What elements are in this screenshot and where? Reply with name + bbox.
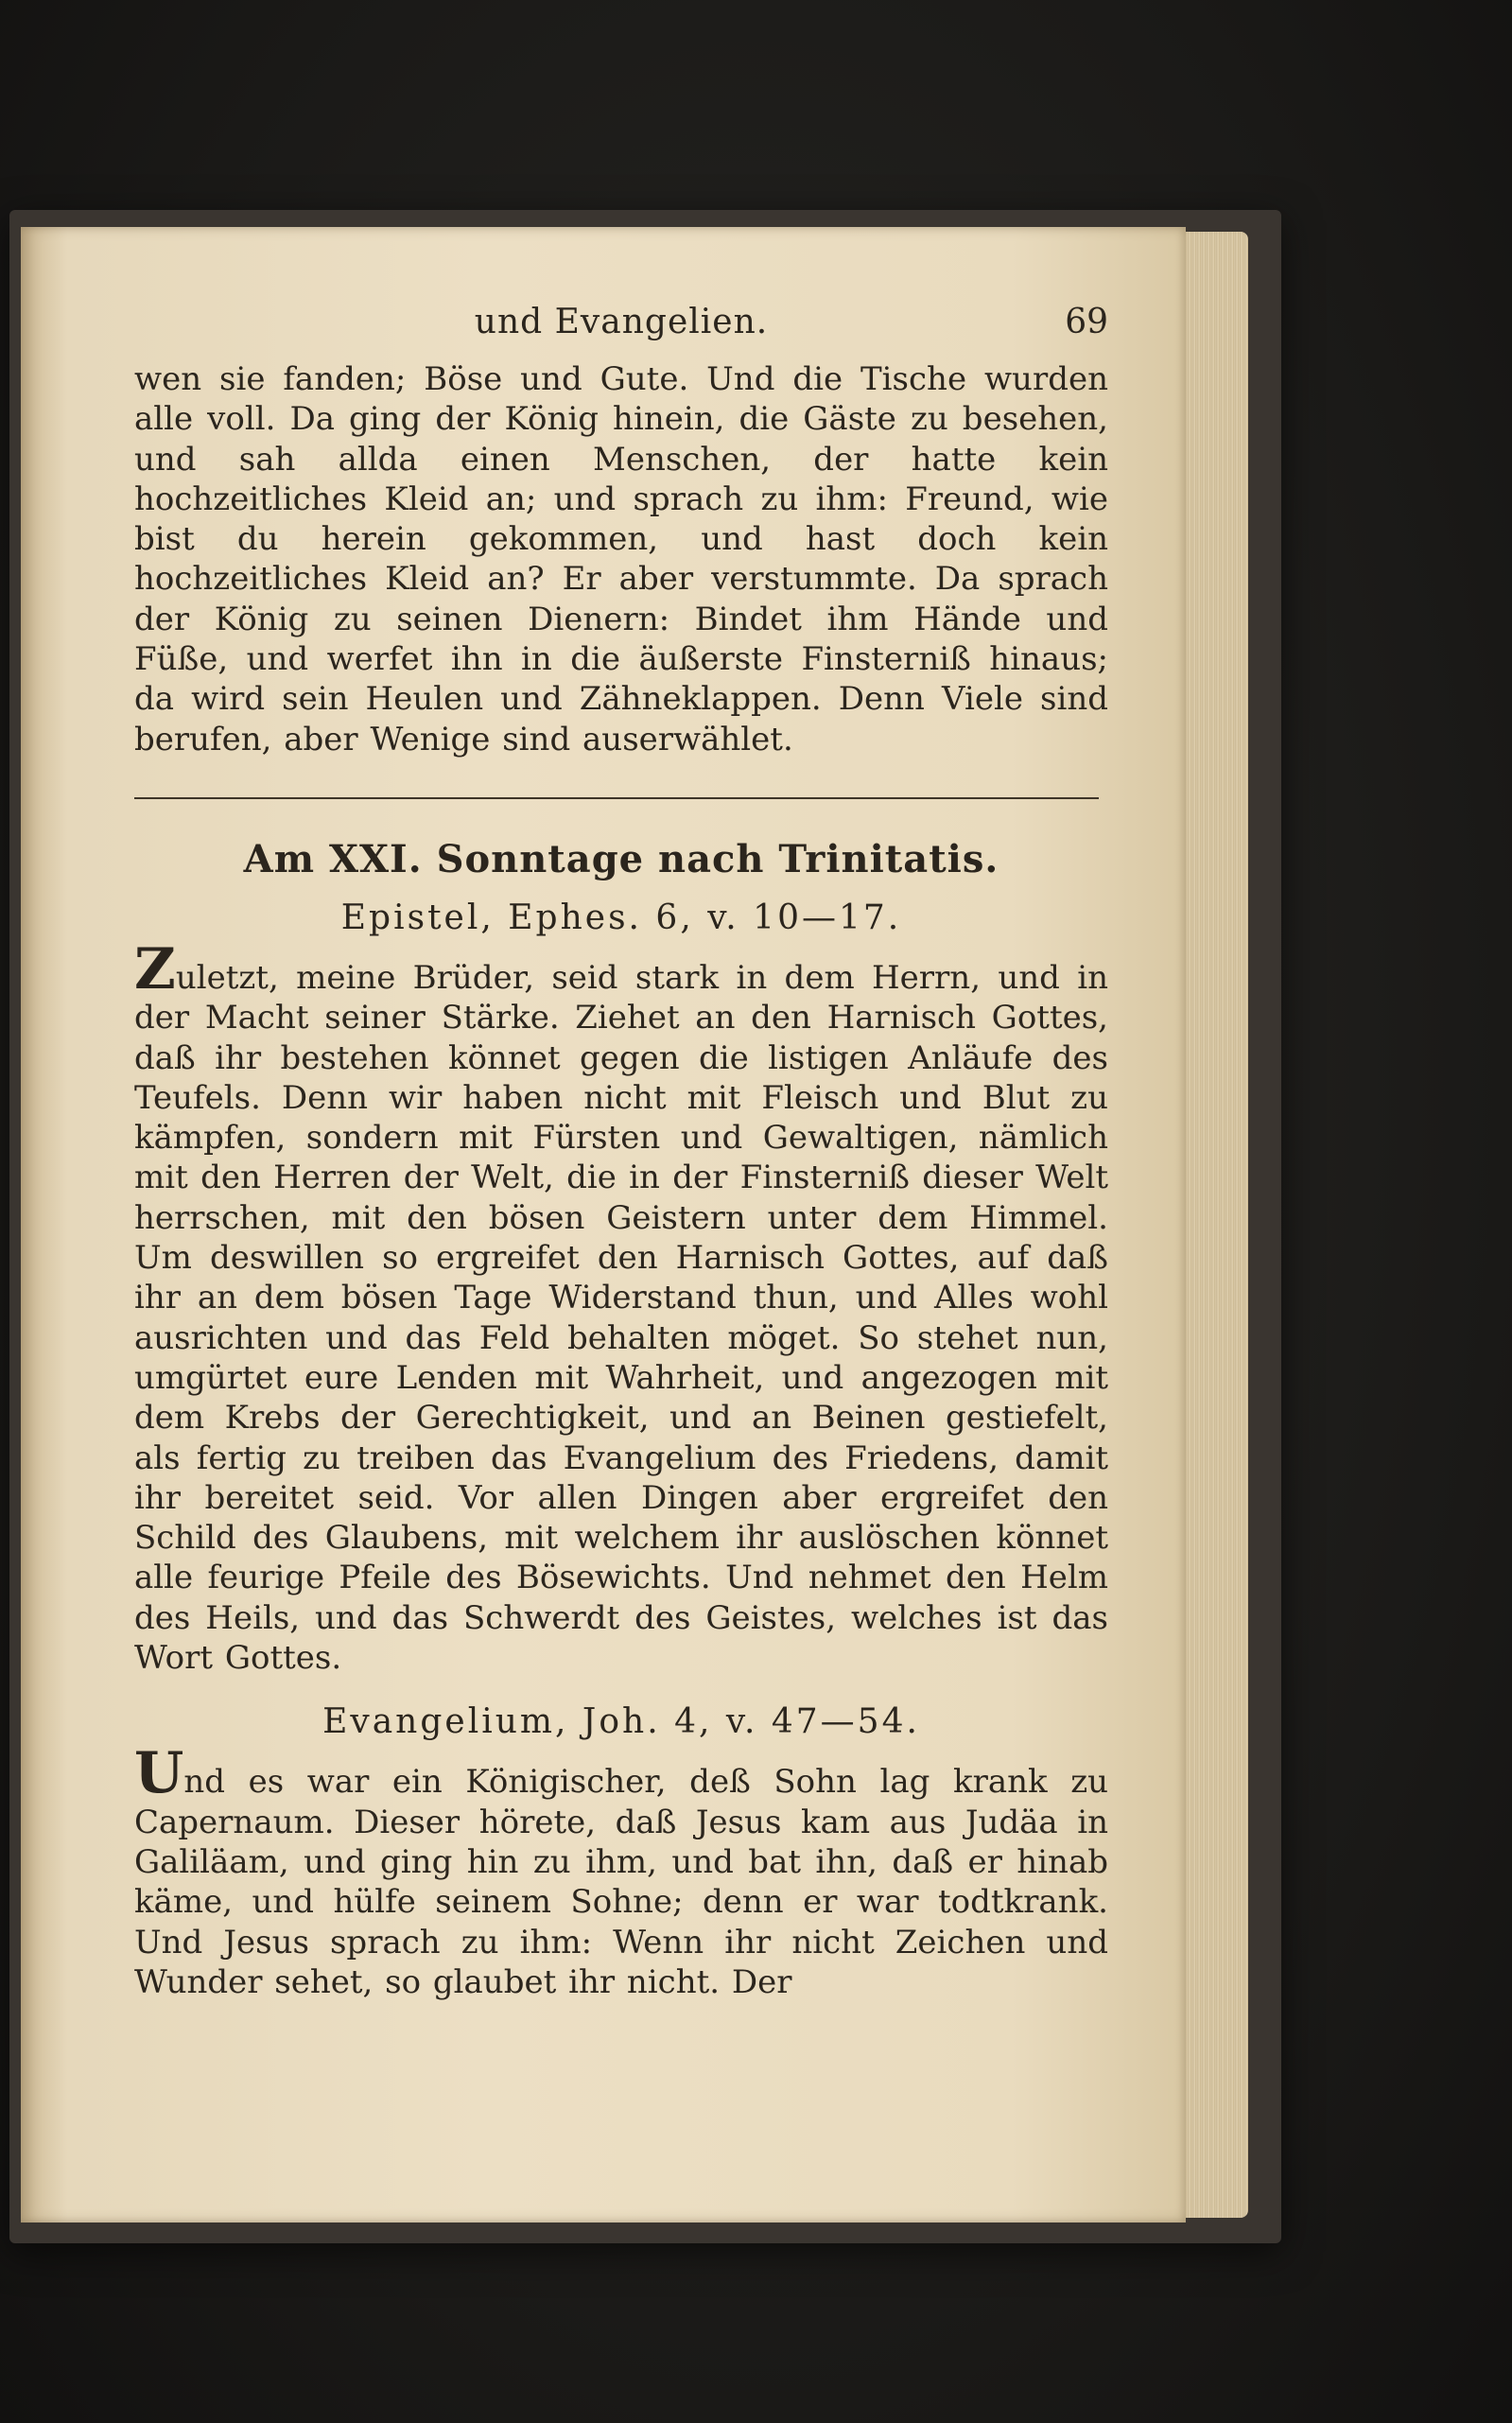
page-number: 69 xyxy=(1065,303,1108,341)
epistle-heading: Epistel, Ephes. 6, v. 10—17. xyxy=(340,898,902,937)
epistle-dropcap: Z xyxy=(134,935,176,1002)
epistle-text xyxy=(134,935,1108,1678)
section-divider xyxy=(134,797,1099,799)
gospel-dropcap: U xyxy=(134,1740,184,1807)
section-title: Am XXI. Sonntage nach Trinitatis. xyxy=(243,836,999,881)
gospel-body: nd es war ein Königischer, deß Sohn lag krank zu Capernaum. Dieser hörete, daß Jesus kam aus Judäa in Galiläam, und ging hin zu ihm, und bat ihn, daß er hinab käme, und hülfe seinem Sohne; denn er war todtkrank. Und Jesus sprach zu ihm: Wenn ihr nicht Zeichen und Wunder sehet, so glaubet ihr nicht. Der xyxy=(134,1763,1108,2001)
page-content xyxy=(134,303,1108,2147)
gospel-text xyxy=(134,1740,1108,2002)
paragraph-continued: wen sie fanden; Böse und Gute. Und die Tische wurden alle voll. Da ging der König hinein, die Gäste zu besehen, und sah allda einen Menschen, der hatte kein hochzeitliches Kleid an; und sprach zu ihm: Freund, wie bist du herein gekommen, und hast doch kein hochzeitliches Kleid an? Er aber verstummte. Da sprach der König zu seinen Dienern: Bindet ihm Hände und Füße, und werfet ihn in die äußerste Finsterniß hinaus; da wird sein Heulen und Zähneklappen. Denn Viele sind berufen, aber Wenige sind auserwählet. xyxy=(134,360,1108,758)
gospel-heading: Evangelium, Joh. 4, v. 47—54. xyxy=(322,1702,920,1742)
page-header xyxy=(134,303,1108,359)
book-page xyxy=(21,227,1186,2223)
epistle-body: uletzt, meine Brüder, seid stark in dem Herrn, und in der Macht seiner Stärke. Ziehet an den Harnisch Gottes, daß ihr bestehen könnet gegen die listigen Anläufe des Teufels. Denn wir haben nicht mit Fleisch und Blut zu kämpfen, sondern mit Fürsten und Gewaltigen, nämlich mit den Herren der Welt, die in der Finsterniß dieser Welt herrschen, mit den bösen Geistern unter dem Himmel. Um deswillen so ergreifet den Harnisch Gottes, auf daß ihr an dem bösen Tage Widerstand thun, und Alles wohl ausrichten und das Feld behalten möget. So stehet nun, umgürtet eure Lenden mit Wahrheit, und angezogen mit dem Krebs der Gerechtigkeit, und an Beinen gestiefelt, als fertig zu treiben das Evangelium des Friedens, damit ihr bereitet seid. Vor allen Dingen aber ergreifet den Schild des Glaubens, mit welchem ihr auslöschen könnet alle feurige Pfeile des Bösewichts. Und nehmet den Helm des Heils, und das Schwerdt des Geistes, welches ist das Wort Gottes. xyxy=(134,958,1108,1678)
running-head: und Evangelien. xyxy=(474,303,769,341)
